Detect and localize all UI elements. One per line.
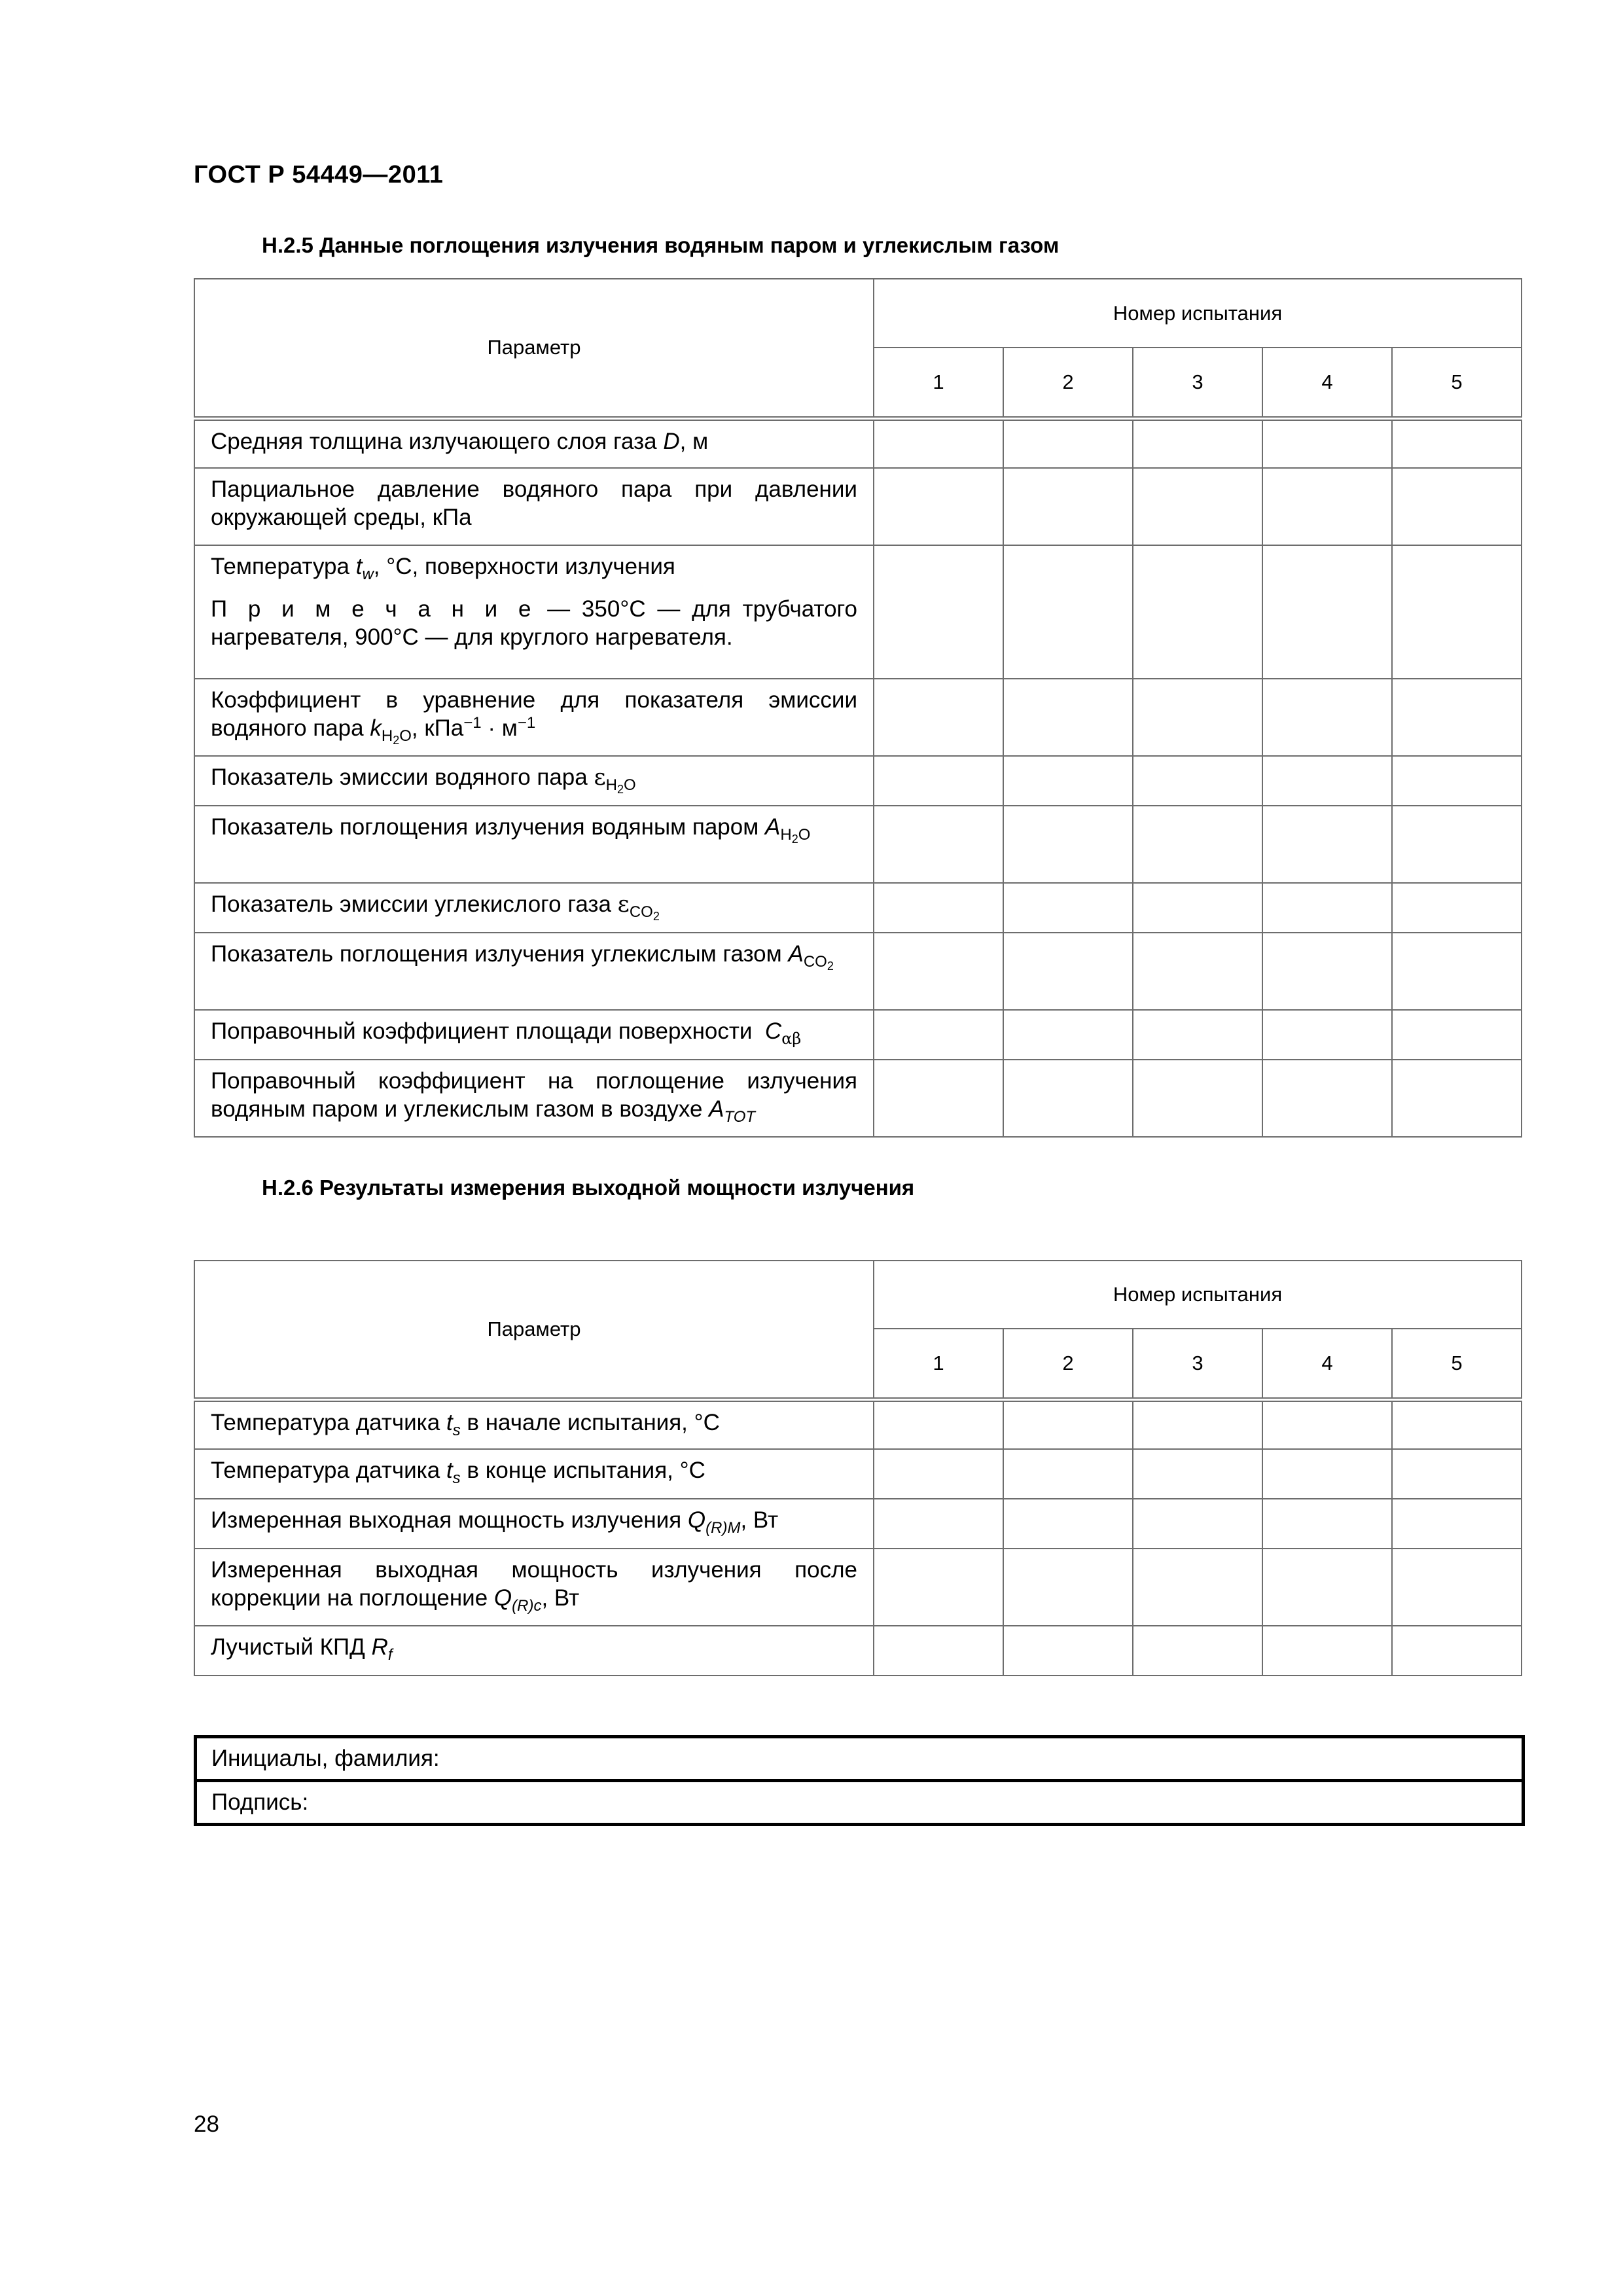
value-cell[interactable]	[1262, 679, 1392, 756]
value-cell[interactable]	[1262, 1399, 1392, 1449]
value-cell[interactable]	[1133, 1449, 1262, 1499]
value-cell[interactable]	[1003, 418, 1133, 468]
value-cell[interactable]	[1262, 1499, 1392, 1549]
initials-surname-field[interactable]: Инициалы, фамилия:	[196, 1737, 1524, 1781]
table-row	[194, 1626, 1522, 1676]
signature-field[interactable]: Подпись:	[196, 1781, 1524, 1825]
value-cell[interactable]	[874, 756, 1003, 806]
test-number-header: Номер испытания	[874, 279, 1522, 348]
value-cell[interactable]	[874, 1010, 1003, 1060]
value-cell[interactable]	[874, 679, 1003, 756]
value-cell[interactable]	[874, 883, 1003, 933]
test-number-4: 4	[1262, 1329, 1392, 1399]
radiant-output-table	[194, 1260, 1522, 1676]
param-partial-pressure: Парциальное давление водяного пара при давлении окружающей среды, кПа	[194, 468, 874, 545]
value-cell[interactable]	[1003, 1399, 1133, 1449]
value-cell[interactable]	[1392, 679, 1522, 756]
value-cell[interactable]	[1133, 468, 1262, 545]
value-cell[interactable]	[1392, 756, 1522, 806]
value-cell[interactable]	[1003, 1499, 1133, 1549]
value-cell[interactable]	[1133, 418, 1262, 468]
table-row	[194, 933, 1522, 1010]
value-cell[interactable]	[1392, 933, 1522, 1010]
value-cell[interactable]	[1003, 806, 1133, 883]
test-number-4: 4	[1262, 348, 1392, 418]
table-row	[194, 679, 1522, 756]
test-number-1: 1	[874, 348, 1003, 418]
param-measured-output: Измеренная выходная мощность излучения $Q_{(R)M}$, Вт	[194, 1499, 874, 1549]
value-cell[interactable]	[874, 806, 1003, 883]
table-row	[194, 1499, 1522, 1549]
value-cell[interactable]	[1133, 1626, 1262, 1676]
value-cell[interactable]	[1133, 756, 1262, 806]
value-cell[interactable]	[1392, 1010, 1522, 1060]
value-cell[interactable]	[1003, 1010, 1133, 1060]
table-row	[194, 1449, 1522, 1499]
document-code: ГОСТ Р 54449—2011	[194, 161, 444, 188]
value-cell[interactable]	[874, 1549, 1003, 1626]
test-number-3: 3	[1133, 1329, 1262, 1399]
value-cell[interactable]	[1003, 1060, 1133, 1137]
value-cell[interactable]	[874, 468, 1003, 545]
parameter-header: Параметр	[194, 279, 874, 418]
value-cell[interactable]	[1133, 1549, 1262, 1626]
param-surface-area-correction: Поправочный коэффициент площади поверхности $C_{\alpha\beta}$	[194, 1010, 874, 1060]
value-cell[interactable]	[1392, 418, 1522, 468]
signature-block	[194, 1735, 1525, 1826]
value-cell[interactable]	[1262, 806, 1392, 883]
param-co2-emissivity: Показатель эмиссии углекислого газа $\varepsilon_{CO_2}$	[194, 883, 874, 933]
value-cell[interactable]	[1262, 468, 1392, 545]
value-cell[interactable]	[874, 1399, 1003, 1449]
param-co2-absorption: Показатель поглощения излучения углекислым газом $A_{CO_2}$	[194, 933, 874, 1010]
value-cell[interactable]	[1392, 883, 1522, 933]
value-cell[interactable]	[1392, 1449, 1522, 1499]
test-number-header: Номер испытания	[874, 1261, 1522, 1329]
value-cell[interactable]	[1133, 1010, 1262, 1060]
value-cell[interactable]	[1262, 933, 1392, 1010]
value-cell[interactable]	[1133, 1060, 1262, 1137]
table-row	[194, 883, 1522, 933]
value-cell[interactable]	[1392, 545, 1522, 679]
value-cell[interactable]	[1003, 933, 1133, 1010]
value-cell[interactable]	[1392, 468, 1522, 545]
section-title-h26: Н.2.6 Результаты измерения выходной мощности излучения	[262, 1175, 915, 1200]
value-cell[interactable]	[1262, 883, 1392, 933]
test-number-3: 3	[1133, 348, 1262, 418]
value-cell[interactable]	[1392, 1549, 1522, 1626]
test-number-2: 2	[1003, 1329, 1133, 1399]
value-cell[interactable]	[1392, 1499, 1522, 1549]
param-gas-layer-thickness: Средняя толщина излучающего слоя газа D, м	[194, 418, 874, 468]
page-number: 28	[194, 2111, 219, 2137]
param-water-vapor-absorption: Показатель поглощения излучения водяным паром $A_{H_2O}$	[194, 806, 874, 883]
table-row	[194, 545, 1522, 679]
param-radiant-efficiency: Лучистый КПД $R_f$	[194, 1626, 874, 1676]
param-water-vapor-emissivity: Показатель эмиссии водяного пара $\varepsilon_{H_2O}$	[194, 756, 874, 806]
value-cell[interactable]	[874, 1060, 1003, 1137]
value-cell[interactable]	[1262, 756, 1392, 806]
table-row	[194, 468, 1522, 545]
value-cell[interactable]	[1003, 679, 1133, 756]
value-cell[interactable]	[1133, 545, 1262, 679]
table-row	[194, 1399, 1522, 1449]
value-cell[interactable]	[1262, 1626, 1392, 1676]
value-cell[interactable]	[1392, 1060, 1522, 1137]
value-cell[interactable]	[1133, 933, 1262, 1010]
value-cell[interactable]	[1003, 883, 1133, 933]
test-number-5: 5	[1392, 348, 1522, 418]
value-cell[interactable]	[1392, 1399, 1522, 1449]
value-cell[interactable]	[1392, 806, 1522, 883]
value-cell[interactable]	[874, 933, 1003, 1010]
value-cell[interactable]	[1262, 545, 1392, 679]
value-cell[interactable]	[1003, 1626, 1133, 1676]
value-cell[interactable]	[1262, 1060, 1392, 1137]
value-cell[interactable]	[1262, 1549, 1392, 1626]
value-cell[interactable]	[1003, 545, 1133, 679]
value-cell[interactable]	[1003, 1549, 1133, 1626]
note: П р и м е ч а н и е — 350°С — для трубчатого нагревателя, 900°С — для круглого нагревателя.	[211, 596, 857, 650]
value-cell[interactable]	[1392, 1626, 1522, 1676]
value-cell[interactable]	[1262, 1010, 1392, 1060]
value-cell[interactable]	[1133, 883, 1262, 933]
table-row	[194, 756, 1522, 806]
table-row	[194, 418, 1522, 468]
value-cell[interactable]	[1262, 418, 1392, 468]
value-cell[interactable]	[1133, 1499, 1262, 1549]
table-row	[194, 1010, 1522, 1060]
value-cell[interactable]	[1003, 1449, 1133, 1499]
value-cell[interactable]	[1003, 756, 1133, 806]
param-corrected-output: Измеренная выходная мощность излучения после коррекции на поглощение $Q_{(R)c}$, Вт	[194, 1549, 874, 1626]
value-cell[interactable]	[874, 1449, 1003, 1499]
param-total-absorption-correction: Поправочный коэффициент на поглощение излучения водяным паром и углекислым газом в воздухе $A_{TOT}$	[194, 1060, 874, 1137]
table-row	[194, 1060, 1522, 1137]
value-cell[interactable]	[1133, 679, 1262, 756]
value-cell[interactable]	[1133, 806, 1262, 883]
value-cell[interactable]	[874, 1499, 1003, 1549]
value-cell[interactable]	[1003, 468, 1133, 545]
parameter-header: Параметр	[194, 1261, 874, 1399]
value-cell[interactable]	[874, 418, 1003, 468]
table-row	[194, 1549, 1522, 1626]
test-number-1: 1	[874, 1329, 1003, 1399]
section-title-h25: Н.2.5 Данные поглощения излучения водяным паром и углекислым газом	[262, 233, 1060, 257]
param-emission-coefficient: Коэффициент в уравнение для показателя эмиссии водяного пара $k_{H_2O}$, $кПа^{-1} \cdot м^{-1}$	[194, 679, 874, 756]
absorption-data-table	[194, 278, 1522, 1138]
table-row	[194, 806, 1522, 883]
value-cell[interactable]	[874, 545, 1003, 679]
test-number-2: 2	[1003, 348, 1133, 418]
param-surface-temperature: Температура $t_w$, °С, поверхности излучения П р и м е ч а н и е — 350°С — для трубчатого нагревателя, 900°С — для круглого нагревателя.	[194, 545, 874, 679]
test-number-5: 5	[1392, 1329, 1522, 1399]
value-cell[interactable]	[1262, 1449, 1392, 1499]
value-cell[interactable]	[874, 1626, 1003, 1676]
param-sensor-temp-start: Температура датчика $t_s$ в начале испытания, °С	[194, 1399, 874, 1449]
value-cell[interactable]	[1133, 1399, 1262, 1449]
param-sensor-temp-end: Температура датчика $t_s$ в конце испытания, °С	[194, 1449, 874, 1499]
